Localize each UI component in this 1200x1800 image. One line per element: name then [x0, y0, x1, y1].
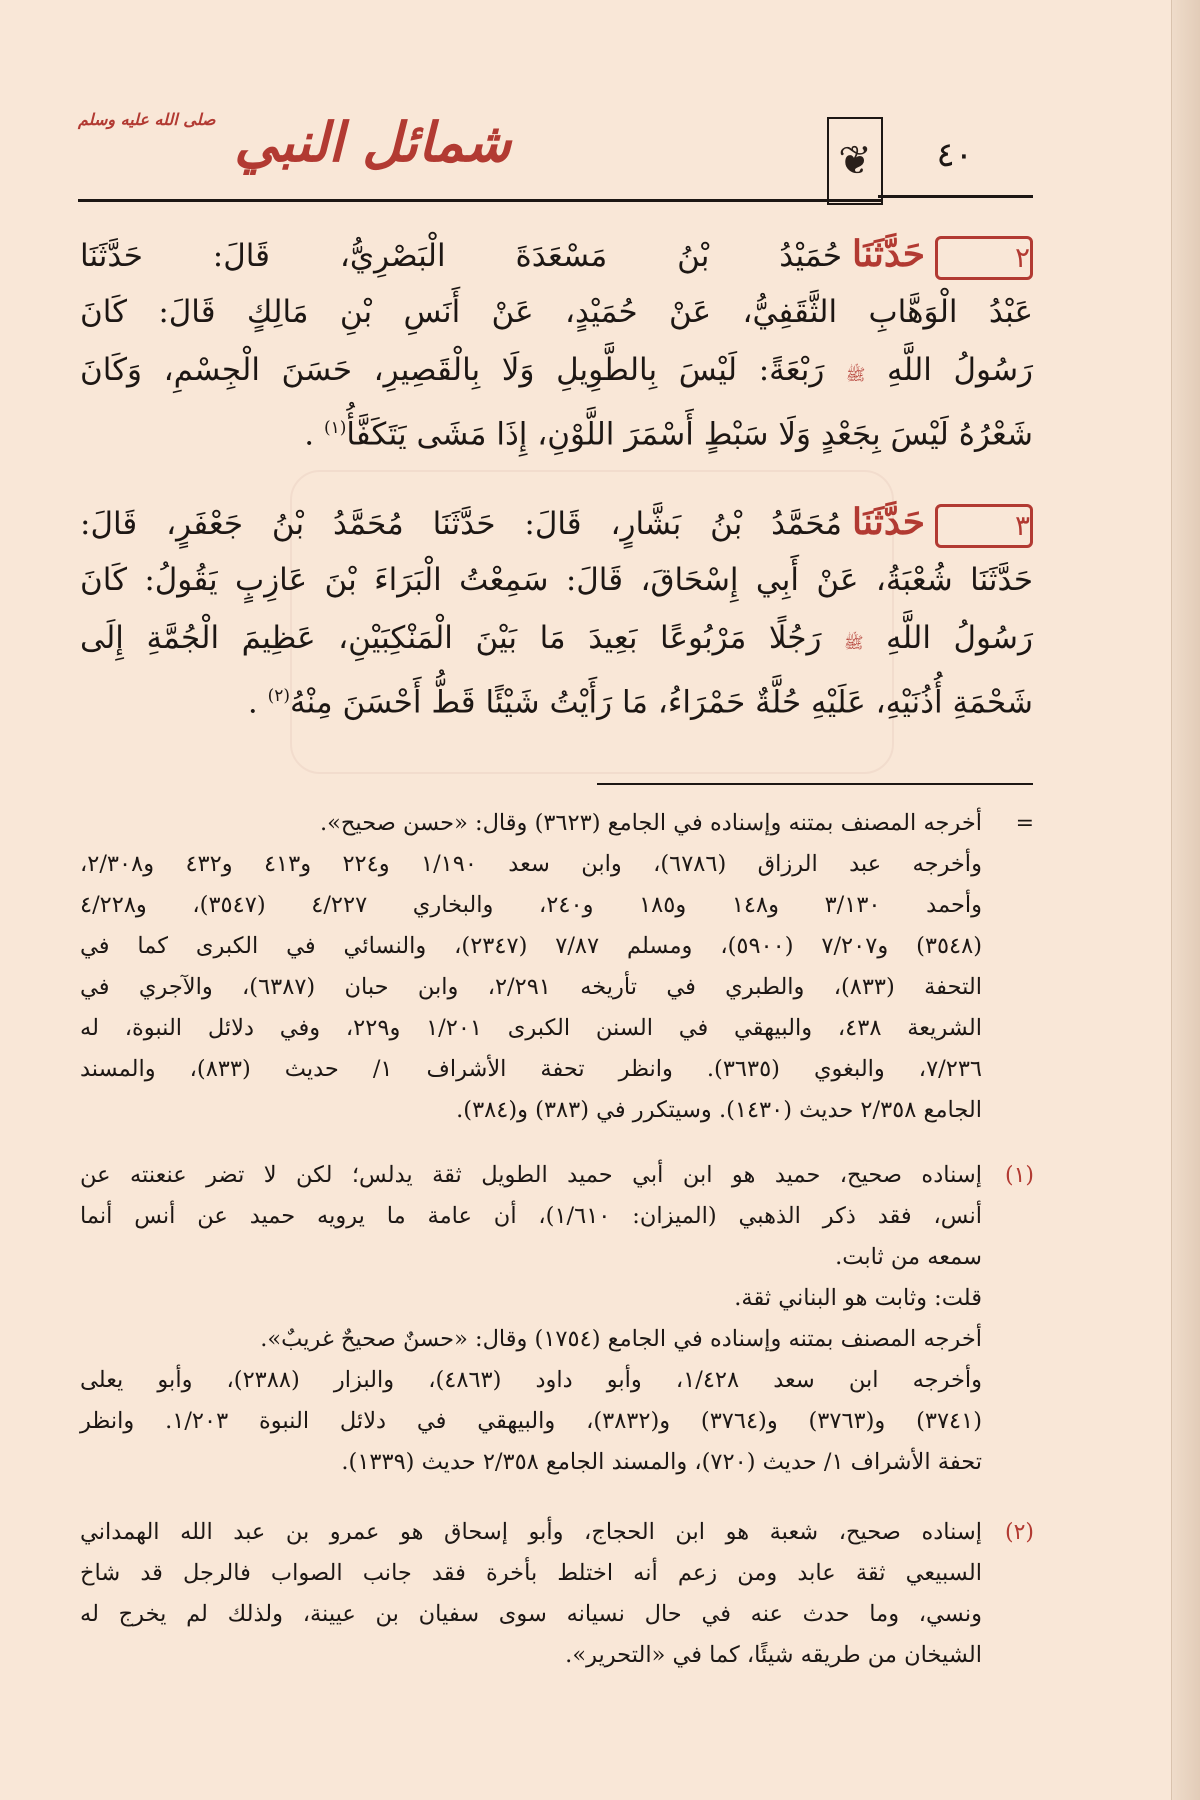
hadith-line: ٢حَدَّثَنَاحُمَيْدُ بْنُ مَسْعَدَةَ الْبَصْرِيُّ، قَالَ: حَدَّثَنَا [80, 225, 1033, 283]
hadith-line: رَسُولُ اللَّهِ ﷺ رَبْعَةً: لَيْسَ بِالطَّوِيلِ وَلَا بِالْقَصِيرِ، حَسَنَ الْجِسْمِ، وَكَانَ [80, 352, 1034, 388]
footnote-line: الشريعة ٤٣٨، والبيهقي في السنن الكبرى ١/٢٠١ و٢٢٩، وفي دلائل النبوة، له [80, 1015, 982, 1041]
footnote-1 [80, 1155, 1034, 1483]
hadith-number: ٣ [935, 504, 1033, 548]
footnote-line: ٧/٢٣٦، والبغوي (٣٦٣٥). وانظر تحفة الأشراف ١/ حديث (٨٣٣)، والمسند [80, 1056, 982, 1082]
hadith-2 [80, 225, 1033, 457]
header-rule [78, 199, 883, 202]
footnote-rule [597, 783, 1033, 785]
footnote-number: (١) [1004, 1163, 1034, 1188]
footnote-line: أنس، فقد ذكر الذهبي (الميزان: ١/٦١٠)، أن عامة ما يرويه حميد عن أنس أنما [80, 1203, 982, 1229]
footnote-line: وأحمد ٣/١٣٠ و١٤٨ و١٨٥ و٢٤٠، والبخاري ٤/٢٢٧ (٣٥٤٧)، و٤/٢٢٨ [80, 892, 982, 918]
footnote-continuation [80, 803, 1034, 1131]
footnote-line: إسناده صحيح، حميد هو ابن أبي حميد الطويل ثقة يدلس؛ لكن لا تضر عنعنته عن [80, 1162, 982, 1188]
footnote-ref: (١) [323, 418, 347, 438]
hadith-line: شَحْمَةِ أُذُنَيْهِ، عَلَيْهِ حُلَّةٌ حَمْرَاءُ، مَا رَأَيْتُ شَيْئًا قَطُّ أَحْسَنَ مِنْهُ$^{(٢)}$ . [247, 684, 1033, 721]
hadith-line: ٣حَدَّثَنَامُحَمَّدُ بْنُ بَشَّارٍ، قَالَ: حَدَّثَنَا مُحَمَّدُ بْنُ جَعْفَرٍ، قَالَ: [80, 493, 1033, 551]
hadith-line: عَبْدُ الْوَهَّابِ الثَّقَفِيُّ، عَنْ حُمَيْدٍ، عَنْ أَنَسِ بْنِ مَالِكٍ قَالَ: كَانَ [80, 294, 1033, 330]
footnote-line: (٣٥٤٨) و٧/٢٠٧ (٥٩٠٠)، ومسلم ٧/٨٧ (٢٣٤٧)، والنسائي في الكبرى كما في [80, 933, 982, 959]
page-header [78, 95, 1033, 207]
footnote-line: (٣٧٤١) و(٣٧٦٣) و(٣٧٦٤) و(٣٨٣٢)، والبيهقي في دلائل النبوة ١/٢٠٣. وانظر [80, 1408, 983, 1434]
hadith-3 [80, 493, 1033, 725]
footnote-line: التحفة (٨٣٣)، والطبري في تأريخه ٢/٢٩١، وابن حبان (٦٣٨٧)، والآجري في [80, 974, 982, 1000]
footnote-line: الشيخان من طريقه شيئًا، كما في «التحرير». [565, 1642, 982, 1668]
footnote-line: وأخرجه عبد الرزاق (٦٧٨٦)، وابن سعد ١/١٩٠ و٢٢٤ و٤١٣ و٤٣٢ و٢/٣٠٨، [80, 851, 982, 877]
page-edge [1171, 0, 1200, 1800]
book-title: شمائل النبي $^{صلى الله عليه وسلم}$ [78, 110, 511, 174]
hadith-line: رَسُولُ اللَّهِ ﷺ رَجُلًا مَرْبُوعًا بَعِيدَ مَا بَيْنَ الْمَنْكِبَيْنِ، عَظِيمَ الْجُمَّةِ إِلَى [80, 620, 1033, 656]
hadith-line: حَدَّثَنَا شُعْبَةُ، عَنْ أَبِي إِسْحَاقَ، قَالَ: سَمِعْتُ الْبَرَاءَ بْنَ عَازِبٍ يَقُولُ: كَانَ [80, 562, 1033, 598]
header-rule-right [878, 195, 1033, 198]
salla-mark: ﷺ [844, 633, 864, 652]
footnote-line: قلت: وثابت هو البناني ثقة. [734, 1285, 982, 1311]
footnote-ref: (٢) [267, 686, 291, 706]
footnote-line: أخرجه المصنف بمتنه وإسناده في الجامع (٣٦٢٣) وقال: «حسن صحيح». [319, 810, 982, 836]
haddathana-heading: حَدَّثَنَا [851, 233, 925, 275]
footnote-line: أخرجه المصنف بمتنه وإسناده في الجامع (١٧٥٤) وقال: «حسنٌ صحيحٌ غريبٌ». [260, 1326, 982, 1352]
footnote-line: وأخرجه ابن سعد ١/٤٢٨، وأبو داود (٤٨٦٣)، والبزار (٢٣٨٨)، وأبو يعلى [80, 1367, 983, 1393]
footnote-line: إسناده صحيح، شعبة هو ابن الحجاج، وأبو إسحاق هو عمرو بن عبد الله الهمداني [80, 1519, 982, 1545]
ornament-icon: ❦ [827, 117, 883, 205]
continuation-mark: = [1015, 811, 1034, 836]
salla-mark: ﷺ [845, 365, 866, 384]
honorific: صلى الله عليه وسلم [78, 110, 216, 129]
footnote-line: ونسي، وما حدث عنه في حال نسيانه سوى سفيان بن عيينة، ولذلك لم يخرج له [80, 1601, 982, 1627]
hadith-number: ٢ [935, 236, 1033, 280]
footnote-line: السبيعي ثقة عابد ومن زعم أنه اختلط بأخرة فقد جانب الصواب فالرجل قد شاخ [80, 1560, 982, 1586]
footnote-number: (٢) [1004, 1520, 1034, 1545]
footnote-line: الجامع ٢/٣٥٨ حديث (١٤٣٠). وسيتكرر في (٣٨٣) و(٣٨٤). [456, 1097, 982, 1123]
footnote-2 [80, 1512, 1034, 1676]
footnote-line: تحفة الأشراف ١/ حديث (٧٢٠)، والمسند الجامع ٢/٣٥٨ حديث (١٣٣٩). [341, 1449, 982, 1475]
haddathana-heading: حَدَّثَنَا [851, 501, 925, 543]
page-number: ٤٠ [936, 135, 973, 175]
hadith-line: شَعْرُهُ لَيْسَ بِجَعْدٍ وَلَا سَبْطٍ أَسْمَرَ اللَّوْنِ، إِذَا مَشَى يَتَكَفَّأُ$^{(١)}$ . [304, 416, 1033, 453]
footnote-line: سمعه من ثابت. [835, 1244, 982, 1270]
